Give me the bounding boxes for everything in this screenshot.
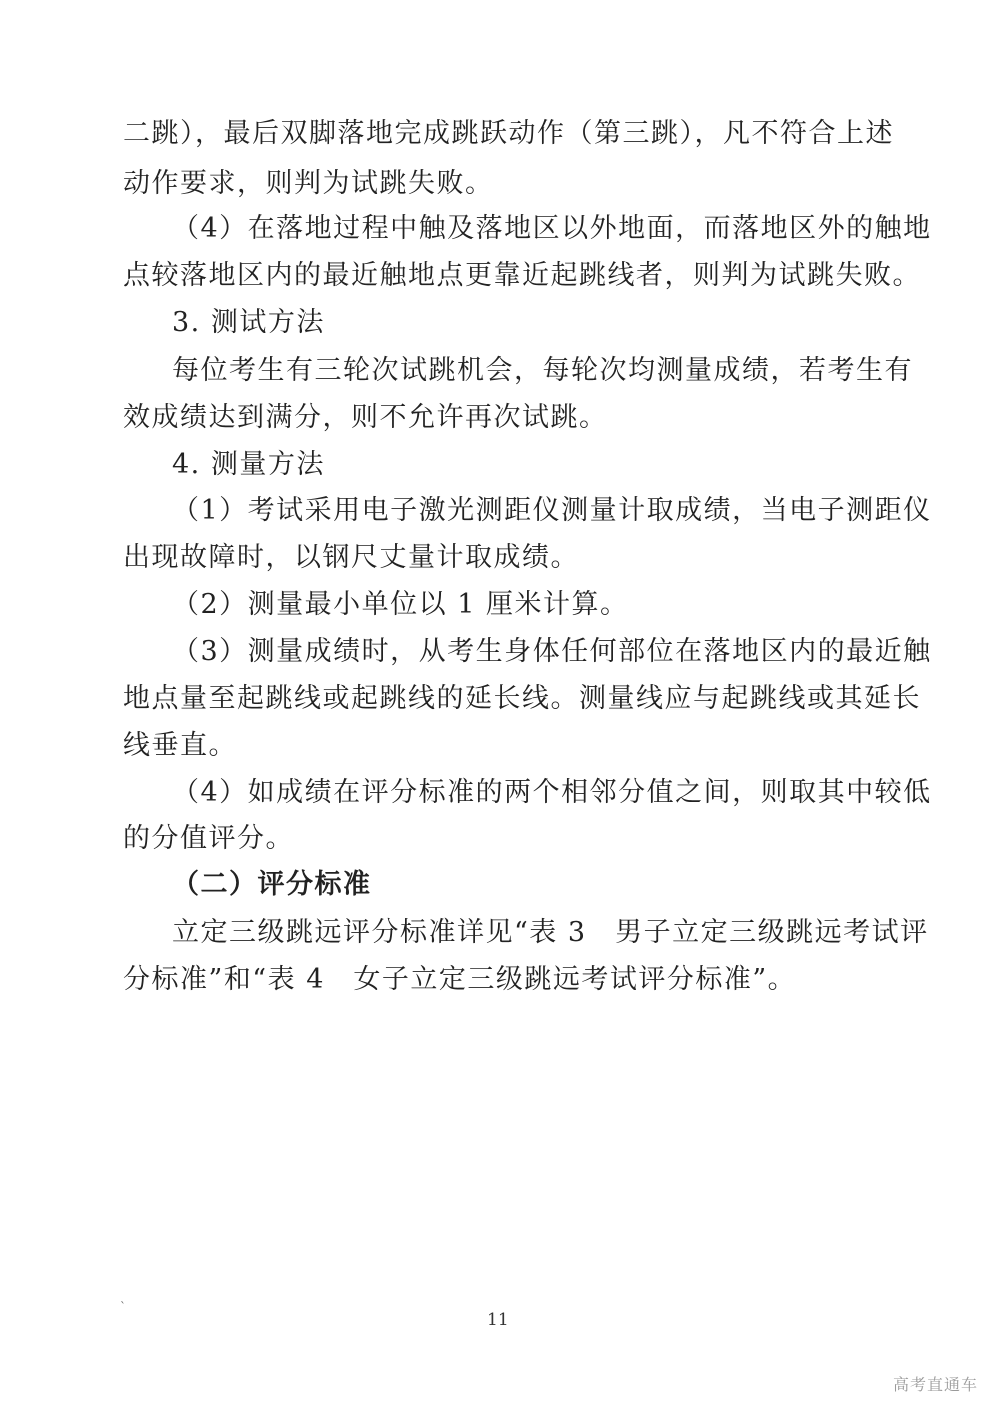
paragraph-line: 二跳），最后双脚落地完成跳跃动作（第三跳），凡不符合上述: [123, 118, 894, 149]
section-heading: 4. 测量方法: [172, 449, 325, 480]
paragraph-line: 分标准”和“表 4 女子立定三级跳远考试评分标准”。: [123, 964, 797, 995]
paragraph-line: 立定三级跳远评分标准详见“表 3 男子立定三级跳远考试评: [172, 917, 929, 948]
section-heading: 3. 测试方法: [172, 307, 325, 338]
paragraph-line: （4）如成绩在评分标准的两个相邻分值之间，则取其中较低: [172, 777, 932, 808]
paragraph-line: （1）考试采用电子激光测距仪测量计取成绩，当电子测距仪: [172, 495, 932, 526]
paragraph-line: 点较落地区内的最近触地点更靠近起跳线者，则判为试跳失败。: [123, 260, 921, 291]
paragraph-line: 地点量至起跳线或起跳线的延长线。测量线应与起跳线或其延长: [123, 683, 921, 714]
paragraph-line: （2）测量最小单位以 1 厘米计算。: [172, 589, 629, 620]
paragraph-line: （4）在落地过程中触及落地区以外地面，而落地区外的触地: [172, 213, 932, 244]
watermark: 高考直通车: [892, 1375, 978, 1394]
paragraph-line: 每位考生有三轮次试跳机会，每轮次均测量成绩，若考生有: [172, 355, 913, 386]
section-heading: （二）评分标准: [172, 869, 372, 900]
stray-mark: `: [120, 1300, 126, 1314]
page-number: 11: [487, 1310, 509, 1330]
paragraph-line: 效成绩达到满分，则不允许再次试跳。: [123, 402, 608, 433]
paragraph-line: 出现故障时，以钢尺丈量计取成绩。: [123, 542, 579, 573]
paragraph-line: （3）测量成绩时，从考生身体任何部位在落地区内的最近触: [172, 636, 932, 667]
paragraph-line: 动作要求，则判为试跳失败。: [123, 168, 494, 199]
paragraph-line: 的分值评分。: [123, 823, 294, 854]
paragraph-line: 线垂直。: [123, 730, 237, 761]
